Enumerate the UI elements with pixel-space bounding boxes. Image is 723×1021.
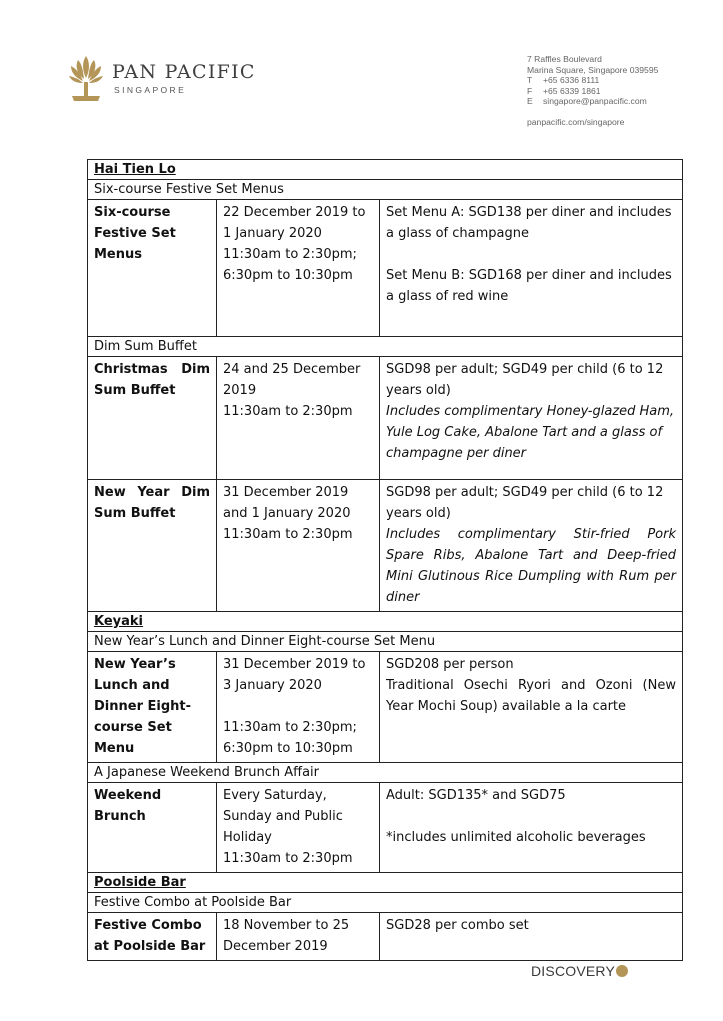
- table-row: [88, 180, 683, 200]
- pan-pacific-logo: [68, 54, 256, 102]
- contact-block: [527, 54, 658, 128]
- item-name: Weekend Brunch: [88, 783, 217, 873]
- includes-text: Includes complimentary Honey-glazed Ham, Yule Log Cake, Abalone Tart and a glass of champagne per diner: [386, 404, 675, 461]
- date-range: 31 December 2019 to 3 January 2020: [223, 657, 366, 693]
- item-name: Christmas Dim Sum Buffet: [88, 357, 217, 480]
- item-price: [380, 652, 683, 763]
- table-row: [88, 652, 683, 763]
- date-range: Every Saturday, Sunday and Public Holiday: [223, 788, 343, 845]
- section-heading: Dim Sum Buffet: [88, 337, 683, 357]
- item-name: Festive Combo at Poolside Bar: [88, 913, 217, 961]
- website: panpacific.com/singapore: [527, 116, 625, 127]
- item-price: [380, 357, 683, 480]
- table-row: [88, 480, 683, 612]
- table-row: [88, 357, 683, 480]
- time-lunch: 11:30am to 2:30pm: [223, 851, 353, 866]
- time-lunch: 11:30am to 2:30pm;: [223, 720, 357, 735]
- discovery-logo: [531, 963, 628, 979]
- item-price: [380, 783, 683, 873]
- item-name: New Year’s Lunch and Dinner Eight-course Set Menu: [88, 652, 217, 763]
- price-set-a: Set Menu A: SGD138 per diner and includes a glass of champagne: [386, 205, 672, 241]
- price-set-b: Set Menu B: SGD168 per diner and includes a glass of red wine: [386, 268, 672, 304]
- time-lunch: 11:30am to 2:30pm;: [223, 247, 357, 262]
- item-price: [380, 200, 683, 337]
- brand-name: PAN PACIFIC: [112, 60, 256, 83]
- fax-label: F: [527, 85, 533, 96]
- item-dates: 18 November to 25 December 2019: [217, 913, 380, 961]
- table-row: [88, 873, 683, 893]
- email-label: E: [527, 96, 533, 107]
- venue-heading: Keyaki: [88, 612, 683, 632]
- item-dates: [217, 200, 380, 337]
- price-text: SGD208 per person: [386, 657, 514, 672]
- table-row: [88, 160, 683, 180]
- note-text: Traditional Osechi Ryori and Ozoni (New Year Mochi Soup) available a la carte: [386, 678, 676, 714]
- price-text: SGD98 per adult; SGD49 per child (6 to 12 years old): [386, 362, 664, 398]
- discovery-wordmark: DISCOVERY: [531, 963, 616, 979]
- table-row: [88, 893, 683, 913]
- time-lunch: 11:30am to 2:30pm: [223, 527, 353, 542]
- item-name: New Year Dim Sum Buffet: [88, 480, 217, 612]
- section-heading: New Year’s Lunch and Dinner Eight-course Set Menu: [88, 632, 683, 652]
- date-range: 31 December 2019 and 1 January 2020: [223, 485, 351, 521]
- time-dinner: 6:30pm to 10:30pm: [223, 741, 353, 756]
- item-dates: [217, 783, 380, 873]
- tel-label: T: [527, 75, 533, 86]
- section-heading: A Japanese Weekend Brunch Affair: [88, 763, 683, 783]
- fax-value: +65 6339 1861: [543, 85, 601, 96]
- discovery-dot-icon: [616, 965, 628, 977]
- section-heading: Festive Combo at Poolside Bar: [88, 893, 683, 913]
- brand-city: SINGAPORE: [114, 84, 187, 95]
- tel-value: +65 6336 8111: [543, 75, 600, 86]
- price-text: SGD98 per adult; SGD49 per child (6 to 12 years old): [386, 485, 664, 521]
- item-dates: [217, 357, 380, 480]
- table-row: [88, 612, 683, 632]
- table-row: [88, 632, 683, 652]
- item-dates: [217, 480, 380, 612]
- section-heading: Six-course Festive Set Menus: [88, 180, 683, 200]
- table-row: [88, 763, 683, 783]
- item-price: SGD28 per combo set: [380, 913, 683, 961]
- item-name: Six-course Festive Set Menus: [88, 200, 217, 337]
- time-dinner: 6:30pm to 10:30pm: [223, 268, 353, 283]
- note-text: *includes unlimited alcoholic beverages: [386, 830, 646, 845]
- festive-menu-table: [87, 159, 683, 961]
- table-row: [88, 783, 683, 873]
- item-price: [380, 480, 683, 612]
- time-lunch: 11:30am to 2:30pm: [223, 404, 353, 419]
- date-range: 24 and 25 December 2019: [223, 362, 361, 398]
- item-dates: [217, 652, 380, 763]
- address-line-2: Marina Square, Singapore 039595: [527, 64, 659, 75]
- table-row: [88, 913, 683, 961]
- venue-heading: Hai Tien Lo: [88, 160, 683, 180]
- table-row: [88, 200, 683, 337]
- includes-text: Includes complimentary Stir-fried Pork Spare Ribs, Abalone Tart and Deep-fried Mini Glutinous Rice Dumpling with Rum per diner: [386, 527, 676, 605]
- table-row: [88, 337, 683, 357]
- email-value: singapore@panpacific.com: [543, 96, 647, 107]
- price-text: Adult: SGD135* and SGD75: [386, 788, 566, 803]
- address-line-1: 7 Raffles Boulevard: [527, 54, 602, 64]
- venue-heading: Poolside Bar: [88, 873, 683, 893]
- pan-pacific-leaf-icon: [68, 54, 104, 102]
- date-range: 22 December 2019 to 1 January 2020: [223, 205, 366, 241]
